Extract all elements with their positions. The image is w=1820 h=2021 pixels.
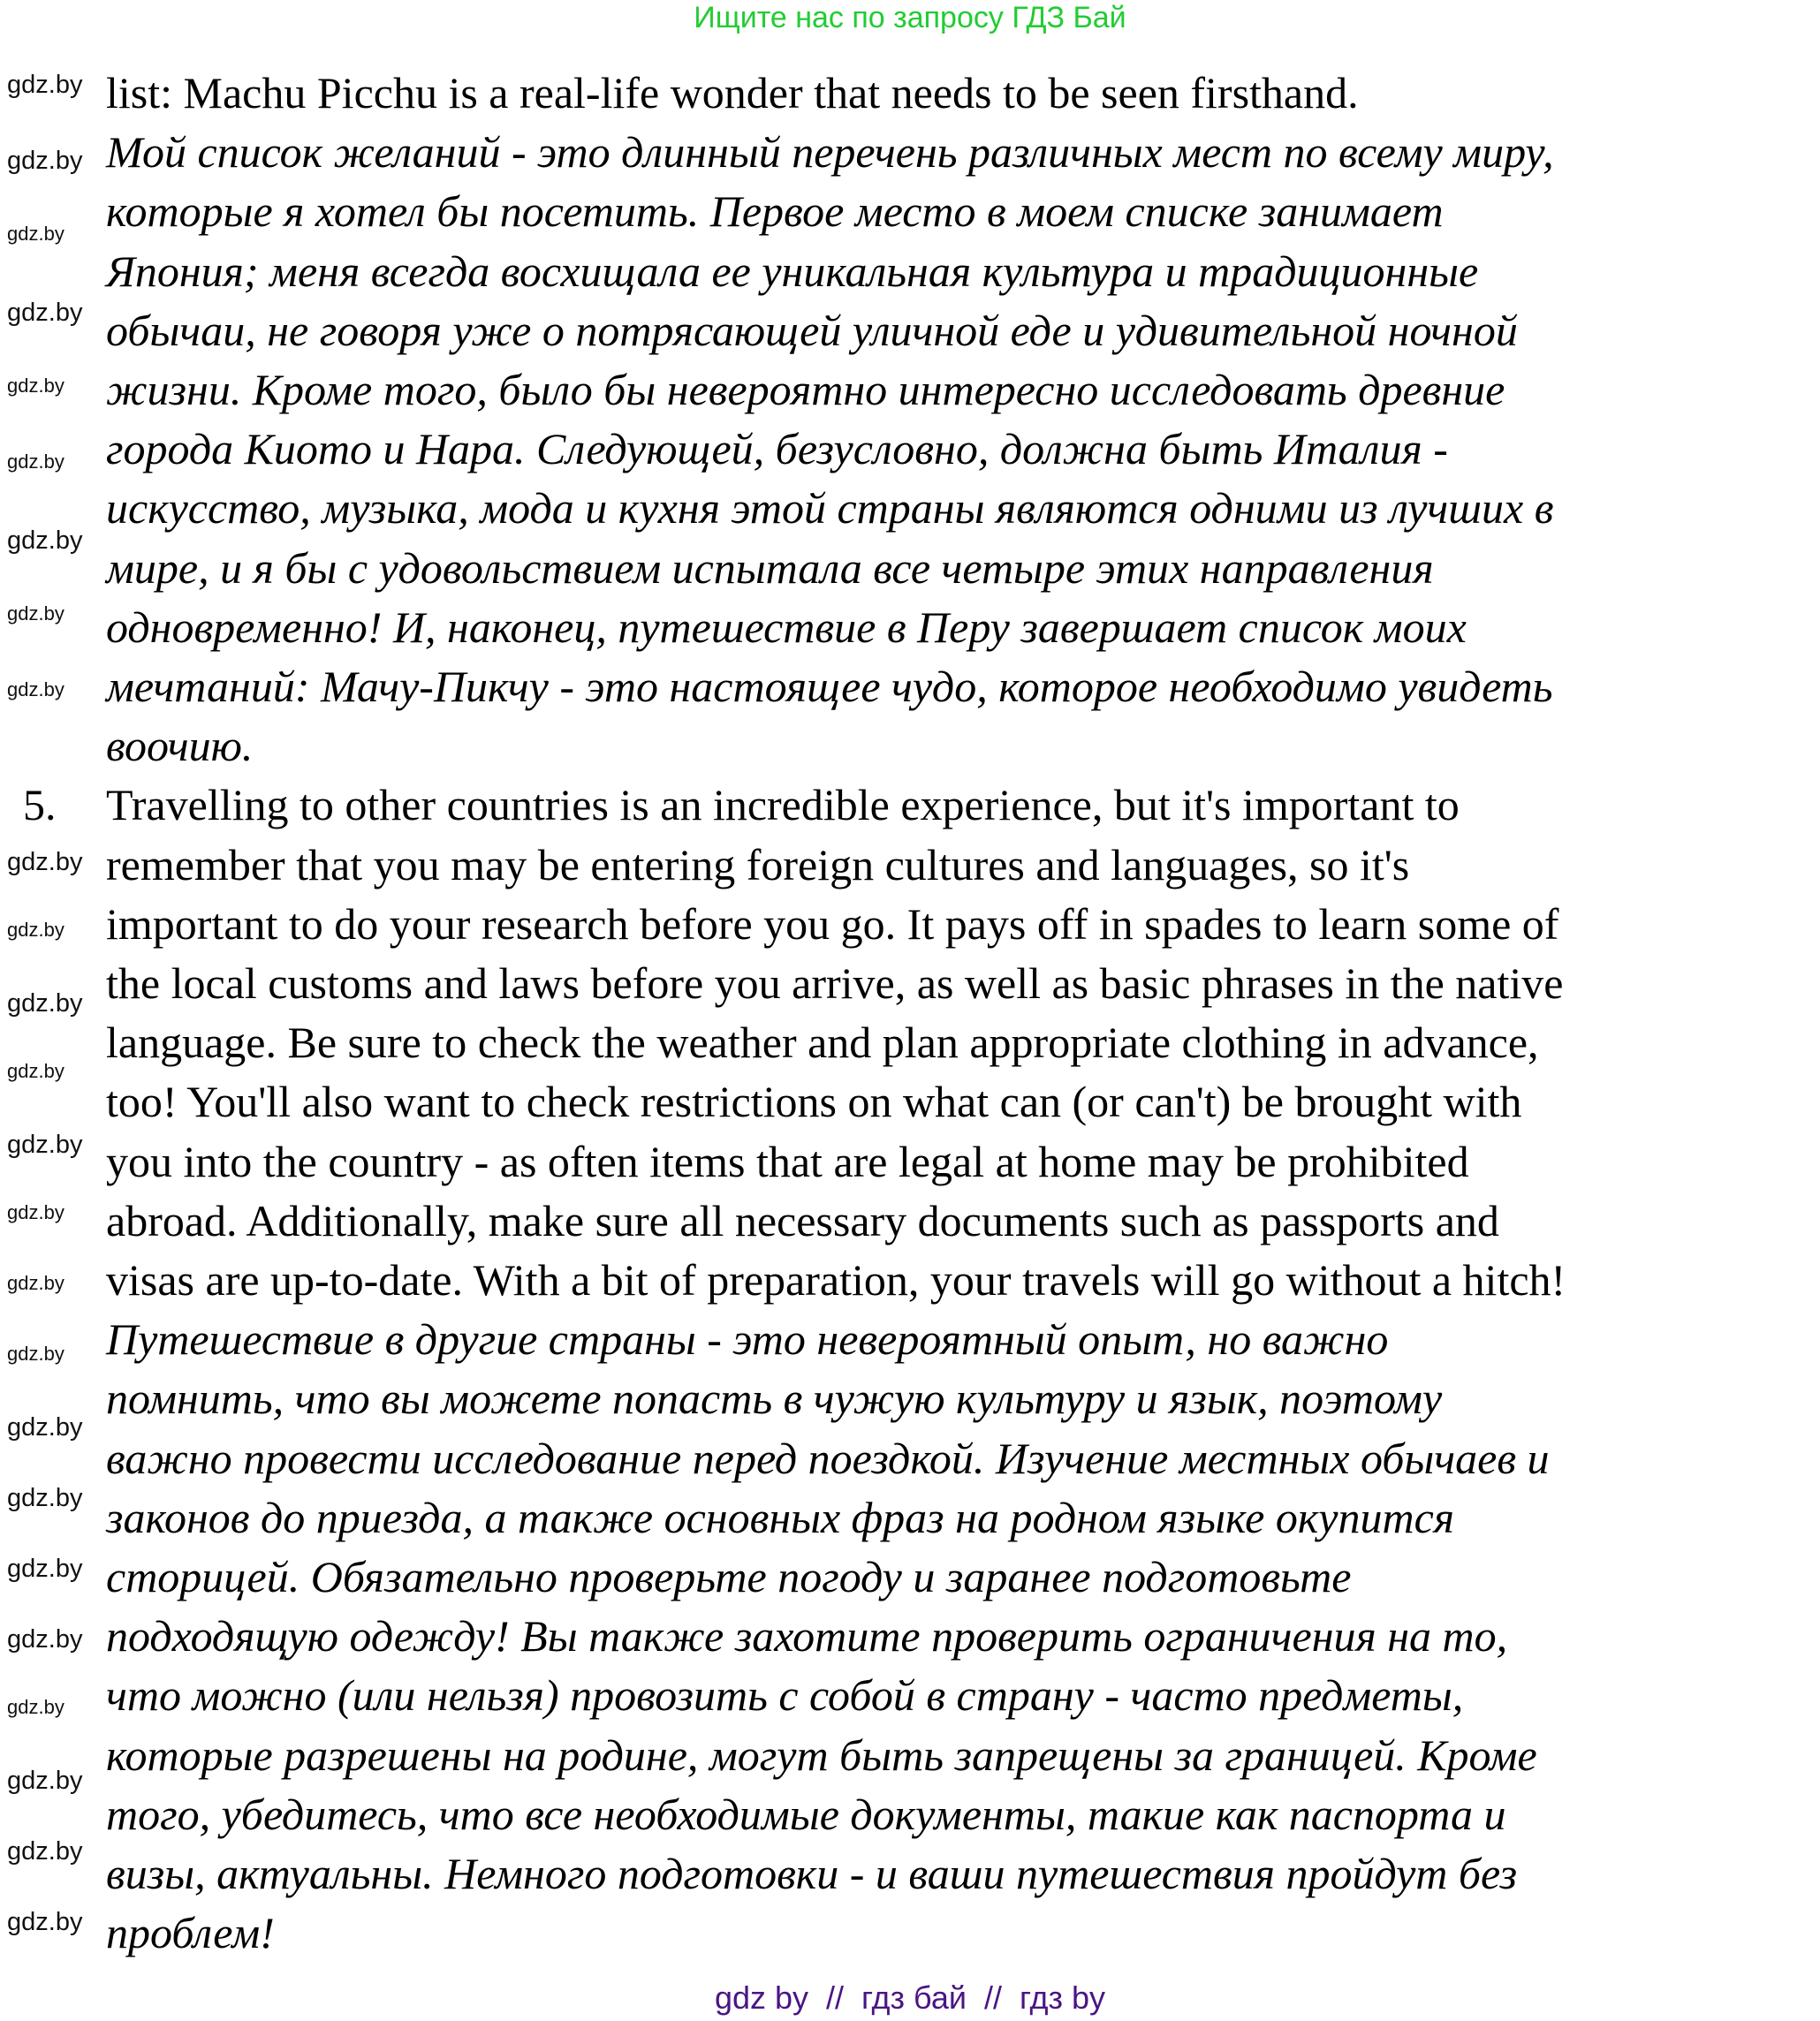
translation-line: воочию. xyxy=(106,721,254,771)
gdz-watermark: gdz.by xyxy=(7,602,64,624)
text-line: important to do your research before you go. It pays off in spades to learn some of xyxy=(106,898,1559,949)
translation-line: важно провести исследование перед поездкой. Изучение местных обычаев и xyxy=(106,1433,1550,1483)
gdz-watermark: gdz.by xyxy=(7,1696,64,1718)
gdz-watermark: gdz.by xyxy=(7,375,64,397)
gdz-watermark: gdz.by xyxy=(7,1413,83,1442)
translation-line: что можно (или нельзя) провозить с собой в страну - часто предметы, xyxy=(106,1670,1464,1721)
text-line: language. Be sure to check the weather and plan appropriate clothing in advance, xyxy=(106,1018,1539,1068)
text-line: abroad. Additionally, make sure all necessary documents such as passports and xyxy=(106,1195,1499,1245)
gdz-watermark: gdz.by xyxy=(7,1837,83,1866)
gdz-watermark: gdz.by xyxy=(7,450,64,473)
translation-line: проблем! xyxy=(106,1908,275,1958)
gdz-watermark: gdz.by xyxy=(7,299,83,327)
text-line: too! You'll also want to check restrictions on what can (or can't) be brought with xyxy=(106,1077,1522,1127)
translation-line: сторицей. Обязательно проверьте погоду и заранее подготовьте xyxy=(106,1552,1352,1601)
gdz-watermark: gdz.by xyxy=(7,1767,83,1795)
translation-line: города Киото и Нара. Следующей, безусловно, должна быть Италия - xyxy=(106,424,1448,474)
translation-line: Мой список желаний - это длинный перечень различных мест по всему миру, xyxy=(106,127,1554,178)
gdz-watermark: gdz.by xyxy=(7,1484,83,1512)
gdz-watermark: gdz.by xyxy=(7,1555,83,1583)
translation-line: мечтаний: Мачу-Пикчу - это настоящее чудо, которое необходимо увидеть xyxy=(106,662,1553,711)
text-line: you into the country - as often items that are legal at home may be prohibited xyxy=(106,1136,1469,1186)
translation-line: обычаи, не говоря уже о потрясающей уличной еде и удивительной ночной xyxy=(106,305,1518,355)
gdz-watermark: gdz.by xyxy=(7,1908,83,1936)
translation-line: визы, актуальны. Немного подготовки - и ваши путешествия пройдут без xyxy=(106,1849,1518,1898)
gdz-watermark: gdz.by xyxy=(7,1131,83,1159)
gdz-watermark: gdz.by xyxy=(7,1272,64,1294)
translation-line: Путешествие в другие страны - это невероятный опыт, но важно xyxy=(106,1314,1389,1365)
gdz-watermark: gdz.by xyxy=(7,989,83,1018)
text-line: list: Machu Picchu is a real-life wonder that needs to be seen firsthand. xyxy=(106,68,1359,117)
footer-watermark: gdz by // гдз бай // гдз by xyxy=(714,1979,1106,2016)
gdz-watermark: gdz.by xyxy=(7,1343,64,1365)
gdz-watermark: gdz.by xyxy=(7,147,83,175)
gdz-watermark: gdz.by xyxy=(7,678,64,700)
text-line: visas are up-to-date. With a bit of preparation, your travels will go without a hitch! xyxy=(106,1255,1566,1305)
translation-line: одновременно! И, наконец, путешествие в Перу завершает список моих xyxy=(106,602,1467,652)
item-number: 5. xyxy=(23,780,57,830)
translation-line: искусство, музыка, мода и кухня этой страны являются одними из лучших в xyxy=(106,483,1554,534)
search-hint-banner: Ищите нас по запросу ГДЗ Бай xyxy=(694,1,1126,34)
gdz-watermark: gdz.by xyxy=(7,919,64,941)
gdz-watermark: gdz.by xyxy=(7,223,64,245)
translation-line: Япония; меня всегда восхищала ее уникальная культура и традиционные xyxy=(106,246,1479,296)
gdz-watermark: gdz.by xyxy=(7,526,83,555)
translation-line: законов до приезда, а также основных фраз на родном языке окупится xyxy=(106,1492,1455,1542)
translation-line: которые я хотел бы посетить. Первое место в моем списке занимает xyxy=(106,186,1444,237)
translation-line: того, убедитесь, что все необходимые документы, такие как паспорта и xyxy=(106,1789,1506,1839)
gdz-watermark: gdz.by xyxy=(7,71,83,99)
translation-line: помнить, что вы можете попасть в чужую культуру и язык, поэтому xyxy=(106,1374,1443,1424)
gdz-watermark: gdz.by xyxy=(7,1201,64,1223)
gdz-watermark: gdz.by xyxy=(7,848,83,876)
text-line: the local customs and laws before you arrive, as well as basic phrases in the native xyxy=(106,958,1564,1008)
translation-line: подходящую одежду! Вы также захотите проверить ограничения на то, xyxy=(106,1611,1508,1661)
text-line: remember that you may be entering foreign cultures and languages, so it's xyxy=(106,839,1410,889)
translation-line: которые разрешены на родине, могут быть запрещены за границей. Кроме xyxy=(106,1730,1537,1780)
translation-line: жизни. Кроме того, было бы невероятно интересно исследовать древние xyxy=(106,365,1505,414)
gdz-watermark: gdz.by xyxy=(7,1625,83,1654)
translation-line: мире, и я бы с удовольствием испытала все четыре этих направления xyxy=(106,542,1434,593)
gdz-watermark: gdz.by xyxy=(7,1060,64,1082)
text-line: Travelling to other countries is an incredible experience, but it's important to xyxy=(106,780,1460,830)
